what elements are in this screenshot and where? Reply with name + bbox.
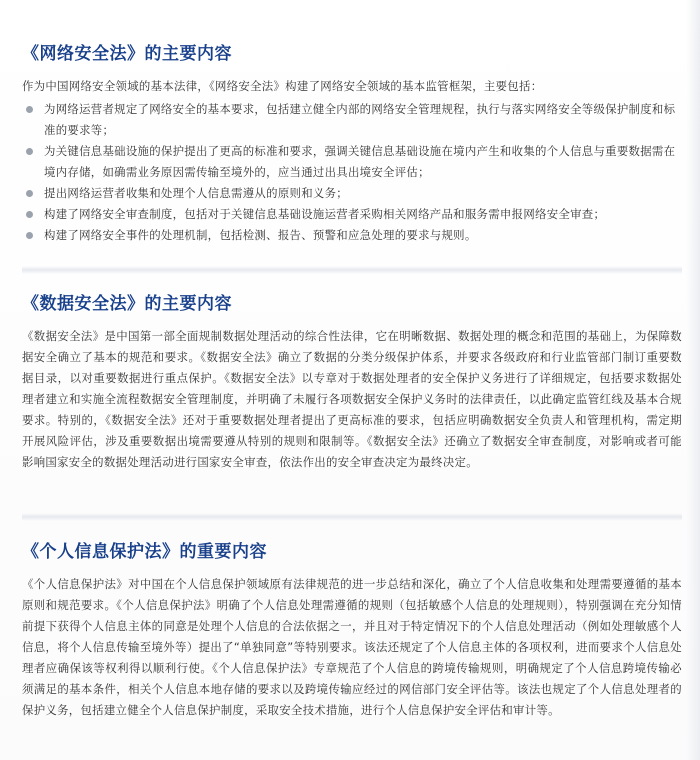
list-item [22, 204, 682, 225]
section-divider [22, 266, 682, 274]
section-title: 《网络安全法》的主要内容 [22, 44, 232, 64]
list-item-text: 构建了网络安全事件的处理机制，包括检测、报告、预警和应急处理的要求与规则。 [44, 228, 477, 242]
bullet-dot-icon [26, 148, 33, 155]
list-item-text: 构建了网络安全审查制度，包括对于关键信息基础设施运营者采购相关网络产品和服务需申报网络安全审查； [44, 207, 606, 221]
section-paragraph: 《数据安全法》是中国第一部全面规制数据处理活动的综合性法律，它在明晰数据、数据处理的概念和范围的基础上，为保障数据安全确立了基本的规范和要求。《数据安全法》确立了数据的分类分级保护体系，并要求各级政府和行业监管部门制订重要数据目录，以对重要数据进行重点保护。《数据安全法》以专章对于数据处理者的安全保护义务进行了详细规定，包括要求数据处理者建立和实施全流程数据安全管理制度，并明确了未履行各项数据安全保护义务时的法律责任，以此确定监管红线及基本合规要求。特别的，《数据安全法》还对于重要数据处理者提出了更高标准的要求，包括应明确数据安全负责人和管理机构，需定期开展风险评估，涉及重要数据出境需要遵从特别的规则和限制等。《数据安全法》还确立了数据安全审查制度，对影响或者可能影响国家安全的数据处理活动进行国家安全审查，依法作出的安全审查决定为最终决定。 [22, 329, 682, 469]
list-item [22, 183, 682, 204]
section-divider [22, 513, 682, 521]
list-item-text: 为关键信息基础设施的保护提出了更高的标准和要求，强调关键信息基础设施在境内产生和收集的个人信息与重要数据需在境内存储，如确需业务原因需传输至境外的，应当通过出具出境安全评估； [44, 144, 676, 179]
bullet-dot-icon [26, 190, 33, 197]
list-item [22, 225, 682, 246]
section-title: 《个人信息保护法》的重要内容 [22, 542, 267, 562]
list-item [22, 141, 682, 183]
data-security-law-section [22, 292, 682, 473]
list-item [22, 99, 682, 141]
bullet-dot-icon [26, 232, 33, 239]
section-paragraph: 《个人信息保护法》对中国在个人信息保护领域原有法律规范的进一步总结和深化，确立了个人信息收集和处理需要遵循的基本原则和规范要求。《个人信息保护法》明确了个人信息处理需遵循的规则（包括敏感个人信息的处理规则），特别强调在充分知情前提下获得个人信息主体的同意是处理个人信息的合法依据之一，并且对于特定情况下的个人信息处理活动（例如处理敏感个人信息，将个人信息传输至境外等）提出了“单独同意”等特别要求。该法还规定了个人信息主体的各项权利，进而要求个人信息处理者应确保该等权利得以顺利行使。《个人信息保护法》专章规范了个人信息的跨境传输规则，明确规定了个人信息跨境传输必须满足的基本条件，相关个人信息本地存储的要求以及跨境传输应经过的网信部门安全评估等。该法也规定了个人信息处理者的保护义务，包括建立健全个人信息保护制度，采取安全技术措施，进行个人信息保护安全评估和审计等。 [22, 577, 682, 717]
bullet-list [22, 99, 682, 246]
personal-information-protection-law-section [22, 540, 682, 721]
list-item-text: 提出网络运营者收集和处理个人信息需遵从的原则和义务； [44, 186, 348, 200]
bullet-dot-icon [26, 211, 33, 218]
list-item-text: 为网络运营者规定了网络安全的基本要求，包括建立健全内部的网络安全管理规程，执行与落实网络安全等级保护制度和标准的要求等； [44, 102, 676, 137]
section-title: 《数据安全法》的主要内容 [22, 294, 232, 314]
cybersecurity-law-section [22, 42, 682, 246]
page-edge-shadow [686, 0, 700, 760]
bullet-dot-icon [26, 106, 33, 113]
section-intro: 作为中国网络安全领域的基本法律，《网络安全法》构建了网络安全领域的基本监管框架，主要包括： [22, 79, 543, 93]
